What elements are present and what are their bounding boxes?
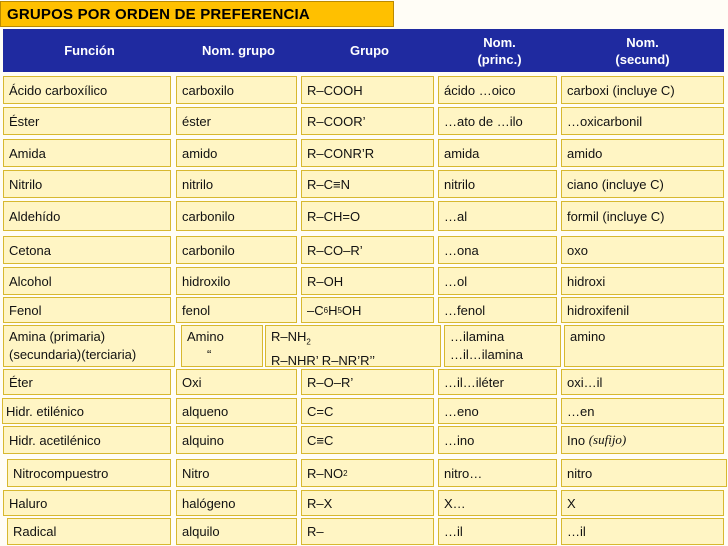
cell-grupo (301, 459, 434, 487)
cell-princ: nitro… (438, 459, 557, 487)
cell-nom-grupo: alquilo (176, 518, 297, 545)
page-title: GRUPOS POR ORDEN DE PREFERENCIA (7, 6, 310, 23)
cell-secund: hidroxi (561, 267, 724, 295)
funcion-line2: (secundaria)(terciaria) (9, 347, 137, 362)
cell-princ: X… (438, 490, 557, 516)
grupo-subscript: 2 (343, 468, 348, 478)
header-grupo: Grupo (350, 43, 389, 58)
cell-grupo: R–X (301, 490, 434, 516)
cell-funcion: Ácido carboxílico (3, 76, 171, 104)
table-row (3, 490, 724, 516)
cell-grupo: R–OH (301, 267, 434, 295)
table-row (3, 267, 724, 295)
cell-princ: …ino (438, 426, 557, 454)
grupo-part: OH (341, 302, 362, 318)
grupo-part: H (328, 302, 338, 318)
cell-secund: X (561, 490, 724, 516)
cell-funcion: Aldehído (3, 201, 171, 231)
cell-nom-grupo: alquino (176, 426, 297, 454)
cell-grupo: R– (301, 518, 434, 545)
secund-note: (sufijo) (588, 432, 627, 447)
table-row (3, 201, 724, 231)
grupo-line2: R–NHR’ R–NR’R’’ (271, 352, 376, 368)
cell-secund: amido (561, 139, 724, 167)
cell-grupo (265, 325, 441, 367)
cell-nom-grupo: nitrilo (176, 170, 297, 198)
cell-princ (444, 325, 561, 367)
cell-secund: …oxicarbonil (561, 107, 724, 135)
cell-princ: ácido …oico (438, 76, 557, 104)
cell-grupo: C≡C (301, 426, 434, 454)
cell-princ: nitrilo (438, 170, 557, 198)
secund-text: Ino (567, 432, 586, 448)
cell-funcion: Alcohol (3, 267, 171, 295)
cell-princ: …il…iléter (438, 369, 557, 395)
cell-grupo: R–COOR’ (301, 107, 434, 135)
cell-princ: …ato de …ilo (438, 107, 557, 135)
cell-princ: …eno (438, 398, 557, 424)
header-nom-secund-line1: Nom. (626, 34, 659, 50)
header-nom-secund-line2: (secund) (615, 51, 670, 67)
grupo-line1 (271, 328, 311, 352)
cell-nom-grupo: fenol (176, 297, 297, 323)
princ-line1: …ilamina (450, 329, 505, 344)
cell-funcion: Fenol (3, 297, 171, 323)
table-row (3, 426, 724, 454)
cell-grupo (301, 297, 434, 323)
cell-secund: …il (561, 518, 724, 545)
cell-funcion: Nitrilo (3, 170, 171, 198)
cell-grupo: R–C≡N (301, 170, 434, 198)
cell-princ: amida (438, 139, 557, 167)
funcion-line1: Amina (primaria) (9, 329, 106, 344)
title-banner (0, 1, 394, 27)
cell-grupo: R–COOH (301, 76, 434, 104)
grupo-part: –C (307, 302, 324, 318)
cell-funcion: Haluro (3, 490, 171, 516)
cell-grupo: R–CONR’R (301, 139, 434, 167)
cell-nom-grupo: Nitro (176, 459, 297, 487)
table-row (3, 139, 724, 167)
cell-secund: ciano (incluye C) (561, 170, 724, 198)
cell-funcion: Nitrocompuestro (7, 459, 171, 487)
table-header (3, 29, 724, 72)
cell-secund: oxo (561, 236, 724, 264)
cell-secund: amino (564, 325, 724, 367)
header-nom-secund (561, 29, 724, 72)
cell-grupo: R–CH=O (301, 201, 434, 231)
cell-secund: formil (incluye C) (561, 201, 724, 231)
cell-funcion: Éster (3, 107, 171, 135)
cell-nom-grupo: alqueno (176, 398, 297, 424)
cell-funcion: Hidr. etilénico (2, 398, 171, 424)
grupo-subscript: 2 (306, 337, 311, 347)
table-row (3, 518, 724, 545)
cell-secund (561, 426, 724, 454)
cell-funcion: Radical (7, 518, 171, 545)
grupo-part: R–NO (307, 465, 344, 481)
table-row (3, 297, 724, 323)
cell-nom-grupo: amido (176, 139, 297, 167)
nom-grupo-line1: Amino (187, 329, 224, 344)
cell-funcion: Hidr. acetilénico (3, 426, 171, 454)
cell-grupo: R–CO–R’ (301, 236, 434, 264)
cell-princ: …al (438, 201, 557, 231)
cell-nom-grupo (181, 325, 263, 367)
nom-grupo-line2: “ (207, 347, 212, 362)
princ-line2: …il…ilamina (450, 347, 523, 362)
cell-secund: hidroxifenil (561, 297, 724, 323)
cell-nom-grupo: Oxi (176, 369, 297, 395)
table-row (3, 369, 724, 395)
cell-nom-grupo: éster (176, 107, 297, 135)
cell-grupo: C=C (301, 398, 434, 424)
table-row (3, 76, 724, 104)
cell-funcion: Éter (3, 369, 171, 395)
cell-princ: …fenol (438, 297, 557, 323)
cell-nom-grupo: carbonilo (176, 201, 297, 231)
header-nom-grupo: Nom. grupo (202, 43, 275, 58)
cell-princ: …il (438, 518, 557, 545)
cell-nom-grupo: carbonilo (176, 236, 297, 264)
cell-funcion (3, 325, 175, 367)
header-nom-princ-line1: Nom. (483, 34, 516, 50)
cell-funcion: Amida (3, 139, 171, 167)
cell-nom-grupo: hidroxilo (176, 267, 297, 295)
cell-secund: oxi…il (561, 369, 724, 395)
table-row (3, 107, 724, 135)
cell-nom-grupo: carboxilo (176, 76, 297, 104)
table-row (3, 398, 724, 424)
cell-princ: …ol (438, 267, 557, 295)
cell-nom-grupo: halógeno (176, 490, 297, 516)
cell-secund: carboxi (incluye C) (561, 76, 724, 104)
table-row (3, 459, 724, 487)
header-funcion: Función (64, 43, 115, 58)
table-row (3, 325, 724, 367)
cell-funcion: Cetona (3, 236, 171, 264)
grupo-part: R–NH (271, 329, 307, 344)
cell-princ: …ona (438, 236, 557, 264)
header-nom-princ-line2: (princ.) (477, 51, 522, 67)
grupo-subscript: 6 (323, 305, 329, 315)
cell-grupo: R–O–R’ (301, 369, 434, 395)
table-row (3, 236, 724, 264)
header-nom-princ (438, 29, 561, 72)
table-row (3, 170, 724, 198)
grupo-subscript: 5 (337, 305, 342, 315)
cell-secund: nitro (561, 459, 727, 487)
cell-secund: …en (561, 398, 724, 424)
